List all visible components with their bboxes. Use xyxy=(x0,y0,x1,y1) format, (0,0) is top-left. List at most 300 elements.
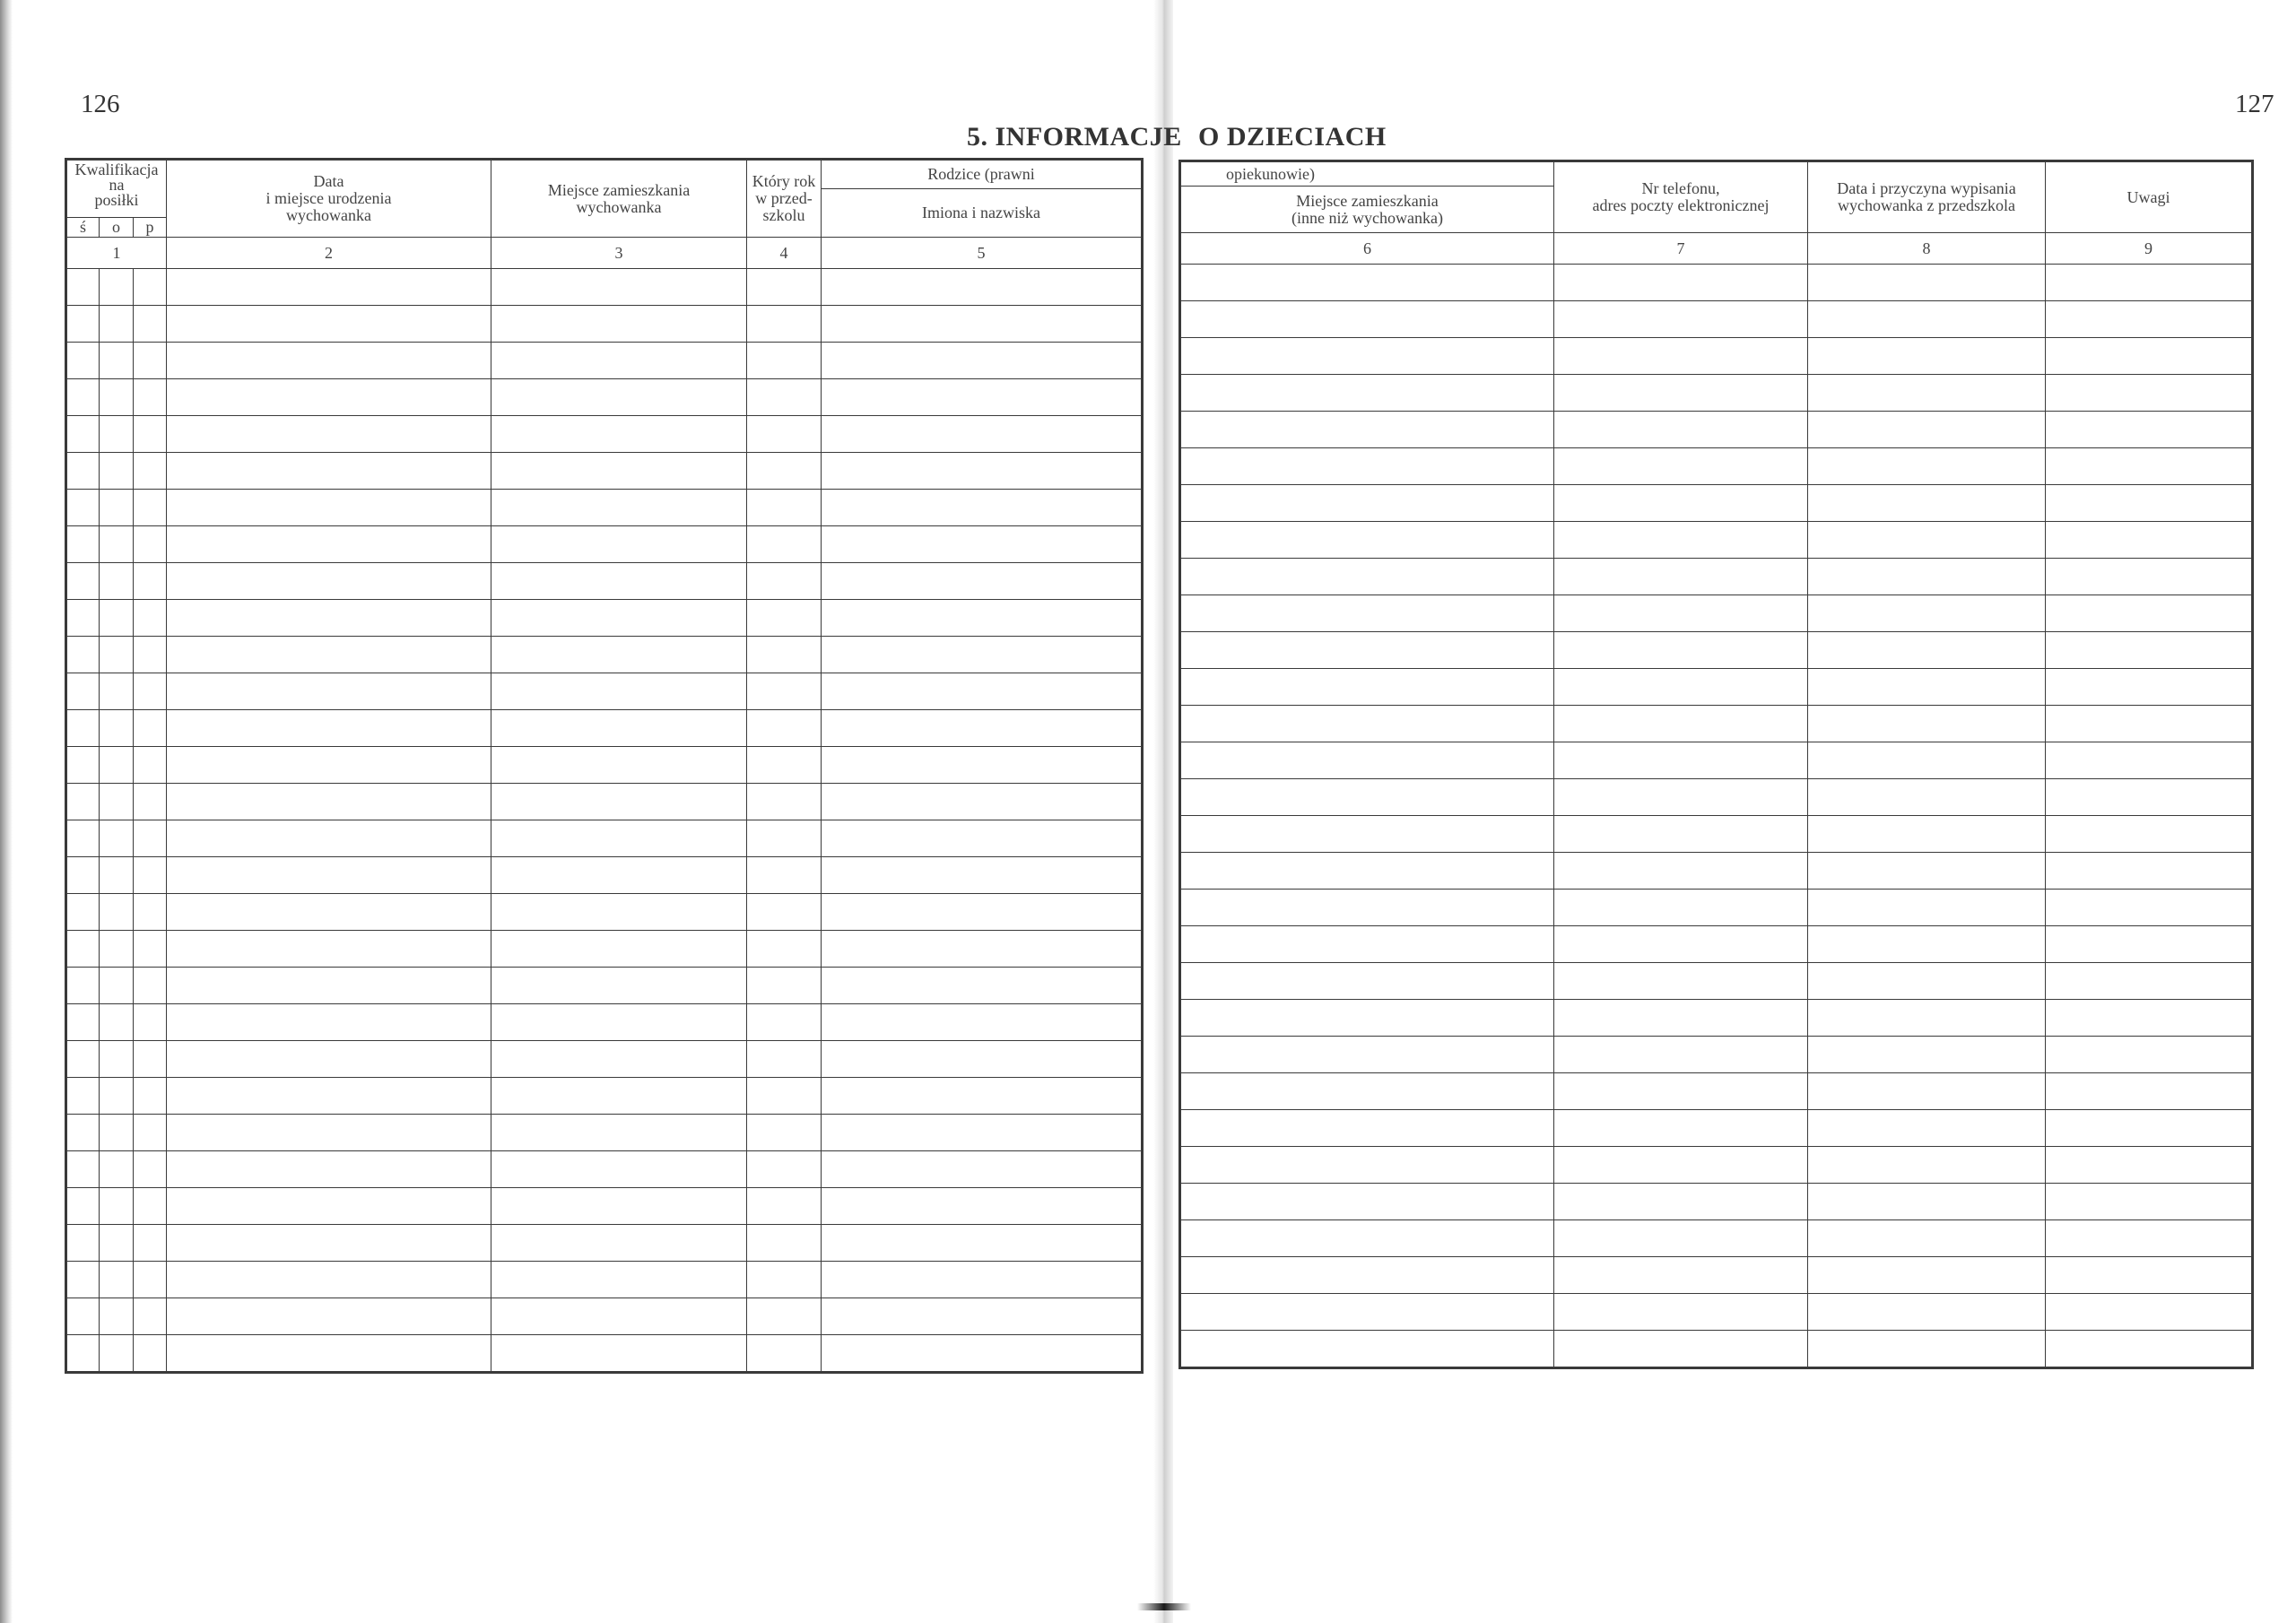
table-cell[interactable] xyxy=(1180,1147,1554,1184)
table-cell[interactable] xyxy=(66,637,100,673)
table-cell[interactable] xyxy=(1180,485,1554,522)
table-cell[interactable] xyxy=(747,1078,822,1115)
table-cell[interactable] xyxy=(100,1115,134,1151)
table-cell[interactable] xyxy=(491,490,747,526)
table-cell[interactable] xyxy=(491,968,747,1004)
table-cell[interactable] xyxy=(747,1188,822,1225)
table-cell[interactable] xyxy=(66,269,100,306)
table-cell[interactable] xyxy=(134,379,167,416)
table-cell[interactable] xyxy=(1180,595,1554,632)
table-cell[interactable] xyxy=(66,306,100,343)
table-cell[interactable] xyxy=(1554,1331,1808,1368)
table-cell[interactable] xyxy=(747,931,822,968)
table-cell[interactable] xyxy=(747,453,822,490)
table-cell[interactable] xyxy=(822,1335,1143,1373)
table-cell[interactable] xyxy=(1808,448,2046,485)
table-cell[interactable] xyxy=(747,269,822,306)
table-cell[interactable] xyxy=(822,673,1143,710)
table-cell[interactable] xyxy=(1554,706,1808,742)
table-cell[interactable] xyxy=(1808,1184,2046,1220)
table-cell[interactable] xyxy=(1808,1220,2046,1257)
table-cell[interactable] xyxy=(1554,522,1808,559)
table-cell[interactable] xyxy=(2046,1037,2253,1073)
table-cell[interactable] xyxy=(66,1262,100,1298)
table-cell[interactable] xyxy=(747,820,822,857)
table-cell[interactable] xyxy=(1180,963,1554,1000)
table-cell[interactable] xyxy=(822,453,1143,490)
table-cell[interactable] xyxy=(2046,265,2253,301)
table-cell[interactable] xyxy=(1554,338,1808,375)
table-cell[interactable] xyxy=(491,563,747,600)
table-cell[interactable] xyxy=(2046,963,2253,1000)
table-cell[interactable] xyxy=(1808,963,2046,1000)
table-cell[interactable] xyxy=(66,784,100,820)
table-cell[interactable] xyxy=(1554,301,1808,338)
table-cell[interactable] xyxy=(167,563,491,600)
table-cell[interactable] xyxy=(2046,1184,2253,1220)
table-cell[interactable] xyxy=(822,931,1143,968)
table-cell[interactable] xyxy=(747,673,822,710)
table-cell[interactable] xyxy=(100,894,134,931)
table-cell[interactable] xyxy=(100,784,134,820)
table-cell[interactable] xyxy=(1180,1331,1554,1368)
table-cell[interactable] xyxy=(1554,559,1808,595)
table-cell[interactable] xyxy=(134,931,167,968)
table-cell[interactable] xyxy=(134,453,167,490)
table-cell[interactable] xyxy=(66,747,100,784)
table-cell[interactable] xyxy=(100,1298,134,1335)
table-cell[interactable] xyxy=(1808,742,2046,779)
table-cell[interactable] xyxy=(2046,448,2253,485)
table-cell[interactable] xyxy=(167,306,491,343)
table-cell[interactable] xyxy=(100,526,134,563)
table-cell[interactable] xyxy=(1808,559,2046,595)
table-cell[interactable] xyxy=(66,1335,100,1373)
table-cell[interactable] xyxy=(134,637,167,673)
table-cell[interactable] xyxy=(822,1188,1143,1225)
table-cell[interactable] xyxy=(2046,338,2253,375)
table-cell[interactable] xyxy=(2046,890,2253,926)
table-cell[interactable] xyxy=(1808,1294,2046,1331)
table-cell[interactable] xyxy=(1180,1000,1554,1037)
table-cell[interactable] xyxy=(822,306,1143,343)
table-cell[interactable] xyxy=(1554,448,1808,485)
table-cell[interactable] xyxy=(66,1151,100,1188)
table-cell[interactable] xyxy=(66,1115,100,1151)
table-cell[interactable] xyxy=(1554,485,1808,522)
table-cell[interactable] xyxy=(491,600,747,637)
table-cell[interactable] xyxy=(1808,706,2046,742)
table-cell[interactable] xyxy=(2046,742,2253,779)
table-cell[interactable] xyxy=(134,416,167,453)
table-cell[interactable] xyxy=(491,1225,747,1262)
table-cell[interactable] xyxy=(1554,375,1808,412)
table-cell[interactable] xyxy=(167,673,491,710)
table-cell[interactable] xyxy=(1554,669,1808,706)
table-cell[interactable] xyxy=(100,673,134,710)
table-cell[interactable] xyxy=(2046,779,2253,816)
table-cell[interactable] xyxy=(491,820,747,857)
table-cell[interactable] xyxy=(747,968,822,1004)
table-cell[interactable] xyxy=(491,1298,747,1335)
table-cell[interactable] xyxy=(1554,816,1808,853)
table-cell[interactable] xyxy=(822,784,1143,820)
table-cell[interactable] xyxy=(491,1004,747,1041)
table-cell[interactable] xyxy=(1180,1184,1554,1220)
table-cell[interactable] xyxy=(2046,412,2253,448)
table-cell[interactable] xyxy=(1808,338,2046,375)
table-cell[interactable] xyxy=(66,894,100,931)
table-cell[interactable] xyxy=(1554,1037,1808,1073)
table-cell[interactable] xyxy=(822,1004,1143,1041)
table-cell[interactable] xyxy=(66,343,100,379)
table-cell[interactable] xyxy=(1180,669,1554,706)
table-cell[interactable] xyxy=(822,526,1143,563)
table-cell[interactable] xyxy=(822,710,1143,747)
table-cell[interactable] xyxy=(491,931,747,968)
table-cell[interactable] xyxy=(167,894,491,931)
table-cell[interactable] xyxy=(747,1335,822,1373)
table-cell[interactable] xyxy=(1180,742,1554,779)
table-cell[interactable] xyxy=(134,526,167,563)
table-cell[interactable] xyxy=(66,968,100,1004)
table-cell[interactable] xyxy=(822,416,1143,453)
table-cell[interactable] xyxy=(167,747,491,784)
table-cell[interactable] xyxy=(66,1004,100,1041)
table-cell[interactable] xyxy=(1554,265,1808,301)
table-cell[interactable] xyxy=(491,1335,747,1373)
table-cell[interactable] xyxy=(100,1078,134,1115)
table-cell[interactable] xyxy=(134,1188,167,1225)
table-cell[interactable] xyxy=(2046,1220,2253,1257)
table-cell[interactable] xyxy=(134,343,167,379)
table-cell[interactable] xyxy=(1180,448,1554,485)
table-cell[interactable] xyxy=(66,1298,100,1335)
table-cell[interactable] xyxy=(167,416,491,453)
table-cell[interactable] xyxy=(1180,301,1554,338)
table-cell[interactable] xyxy=(167,820,491,857)
table-cell[interactable] xyxy=(100,1262,134,1298)
table-cell[interactable] xyxy=(100,1041,134,1078)
table-cell[interactable] xyxy=(491,1151,747,1188)
table-cell[interactable] xyxy=(1554,963,1808,1000)
table-cell[interactable] xyxy=(134,968,167,1004)
table-cell[interactable] xyxy=(134,490,167,526)
table-cell[interactable] xyxy=(66,820,100,857)
table-cell[interactable] xyxy=(1808,669,2046,706)
table-cell[interactable] xyxy=(100,968,134,1004)
table-cell[interactable] xyxy=(1180,1037,1554,1073)
table-cell[interactable] xyxy=(747,563,822,600)
table-cell[interactable] xyxy=(822,1115,1143,1151)
table-cell[interactable] xyxy=(2046,485,2253,522)
table-cell[interactable] xyxy=(747,1041,822,1078)
table-cell[interactable] xyxy=(822,637,1143,673)
table-cell[interactable] xyxy=(66,453,100,490)
table-cell[interactable] xyxy=(167,637,491,673)
table-cell[interactable] xyxy=(167,269,491,306)
table-cell[interactable] xyxy=(66,563,100,600)
table-cell[interactable] xyxy=(2046,632,2253,669)
table-cell[interactable] xyxy=(1180,338,1554,375)
table-cell[interactable] xyxy=(167,1188,491,1225)
table-cell[interactable] xyxy=(822,1262,1143,1298)
table-cell[interactable] xyxy=(822,820,1143,857)
table-cell[interactable] xyxy=(100,453,134,490)
table-cell[interactable] xyxy=(822,1225,1143,1262)
table-cell[interactable] xyxy=(491,710,747,747)
table-cell[interactable] xyxy=(2046,595,2253,632)
table-cell[interactable] xyxy=(2046,1331,2253,1368)
table-cell[interactable] xyxy=(822,1078,1143,1115)
table-cell[interactable] xyxy=(1554,632,1808,669)
table-cell[interactable] xyxy=(134,1078,167,1115)
table-cell[interactable] xyxy=(100,747,134,784)
table-cell[interactable] xyxy=(491,894,747,931)
table-cell[interactable] xyxy=(1180,265,1554,301)
table-cell[interactable] xyxy=(2046,1000,2253,1037)
table-cell[interactable] xyxy=(747,894,822,931)
table-cell[interactable] xyxy=(1808,412,2046,448)
table-cell[interactable] xyxy=(134,747,167,784)
table-cell[interactable] xyxy=(1808,375,2046,412)
table-cell[interactable] xyxy=(822,343,1143,379)
table-cell[interactable] xyxy=(2046,706,2253,742)
table-cell[interactable] xyxy=(822,747,1143,784)
table-cell[interactable] xyxy=(822,857,1143,894)
table-cell[interactable] xyxy=(167,1298,491,1335)
table-cell[interactable] xyxy=(747,343,822,379)
table-cell[interactable] xyxy=(2046,816,2253,853)
table-cell[interactable] xyxy=(1808,1331,2046,1368)
table-cell[interactable] xyxy=(66,379,100,416)
table-cell[interactable] xyxy=(100,1335,134,1373)
table-cell[interactable] xyxy=(167,1225,491,1262)
table-cell[interactable] xyxy=(134,1115,167,1151)
table-cell[interactable] xyxy=(1180,853,1554,890)
table-cell[interactable] xyxy=(491,857,747,894)
table-cell[interactable] xyxy=(2046,1147,2253,1184)
table-cell[interactable] xyxy=(747,1151,822,1188)
table-cell[interactable] xyxy=(491,673,747,710)
table-cell[interactable] xyxy=(134,710,167,747)
table-cell[interactable] xyxy=(747,306,822,343)
table-cell[interactable] xyxy=(1554,1147,1808,1184)
table-cell[interactable] xyxy=(2046,1110,2253,1147)
table-cell[interactable] xyxy=(491,637,747,673)
table-cell[interactable] xyxy=(100,379,134,416)
table-cell[interactable] xyxy=(747,857,822,894)
table-cell[interactable] xyxy=(66,673,100,710)
table-cell[interactable] xyxy=(491,1188,747,1225)
table-cell[interactable] xyxy=(491,747,747,784)
table-cell[interactable] xyxy=(100,1151,134,1188)
table-cell[interactable] xyxy=(134,894,167,931)
table-cell[interactable] xyxy=(1808,595,2046,632)
table-cell[interactable] xyxy=(1180,1110,1554,1147)
table-cell[interactable] xyxy=(1180,1220,1554,1257)
table-cell[interactable] xyxy=(167,1151,491,1188)
table-cell[interactable] xyxy=(491,1262,747,1298)
table-cell[interactable] xyxy=(100,857,134,894)
table-cell[interactable] xyxy=(1180,375,1554,412)
table-cell[interactable] xyxy=(1808,816,2046,853)
table-cell[interactable] xyxy=(134,1335,167,1373)
table-cell[interactable] xyxy=(1554,890,1808,926)
table-cell[interactable] xyxy=(134,1225,167,1262)
table-cell[interactable] xyxy=(1554,853,1808,890)
table-cell[interactable] xyxy=(1180,779,1554,816)
table-cell[interactable] xyxy=(1180,706,1554,742)
table-cell[interactable] xyxy=(167,490,491,526)
table-cell[interactable] xyxy=(1808,1000,2046,1037)
table-cell[interactable] xyxy=(822,269,1143,306)
table-cell[interactable] xyxy=(167,1078,491,1115)
table-cell[interactable] xyxy=(167,931,491,968)
table-cell[interactable] xyxy=(822,600,1143,637)
table-cell[interactable] xyxy=(66,416,100,453)
table-cell[interactable] xyxy=(66,526,100,563)
table-cell[interactable] xyxy=(1554,779,1808,816)
table-cell[interactable] xyxy=(1808,890,2046,926)
table-cell[interactable] xyxy=(100,416,134,453)
table-cell[interactable] xyxy=(1808,1110,2046,1147)
table-cell[interactable] xyxy=(822,1151,1143,1188)
table-cell[interactable] xyxy=(134,784,167,820)
table-cell[interactable] xyxy=(1808,853,2046,890)
table-cell[interactable] xyxy=(1808,301,2046,338)
table-cell[interactable] xyxy=(134,1151,167,1188)
table-cell[interactable] xyxy=(747,1262,822,1298)
table-cell[interactable] xyxy=(2046,669,2253,706)
table-cell[interactable] xyxy=(747,784,822,820)
table-cell[interactable] xyxy=(2046,853,2253,890)
table-cell[interactable] xyxy=(1554,1294,1808,1331)
table-cell[interactable] xyxy=(167,784,491,820)
table-cell[interactable] xyxy=(747,416,822,453)
table-cell[interactable] xyxy=(747,1298,822,1335)
table-cell[interactable] xyxy=(822,490,1143,526)
table-cell[interactable] xyxy=(1180,522,1554,559)
table-cell[interactable] xyxy=(134,306,167,343)
table-cell[interactable] xyxy=(1554,595,1808,632)
table-cell[interactable] xyxy=(1554,1073,1808,1110)
table-cell[interactable] xyxy=(822,1041,1143,1078)
table-cell[interactable] xyxy=(167,710,491,747)
table-cell[interactable] xyxy=(1808,779,2046,816)
table-cell[interactable] xyxy=(100,1225,134,1262)
table-cell[interactable] xyxy=(1180,890,1554,926)
table-cell[interactable] xyxy=(822,894,1143,931)
table-cell[interactable] xyxy=(66,1188,100,1225)
table-cell[interactable] xyxy=(167,1335,491,1373)
table-cell[interactable] xyxy=(1808,265,2046,301)
table-cell[interactable] xyxy=(66,600,100,637)
table-cell[interactable] xyxy=(1180,1294,1554,1331)
table-cell[interactable] xyxy=(1808,926,2046,963)
table-cell[interactable] xyxy=(167,379,491,416)
table-cell[interactable] xyxy=(167,1262,491,1298)
table-cell[interactable] xyxy=(747,1004,822,1041)
table-cell[interactable] xyxy=(822,968,1143,1004)
table-cell[interactable] xyxy=(100,637,134,673)
table-cell[interactable] xyxy=(1808,632,2046,669)
table-cell[interactable] xyxy=(100,931,134,968)
table-cell[interactable] xyxy=(66,1078,100,1115)
table-cell[interactable] xyxy=(1554,1110,1808,1147)
table-cell[interactable] xyxy=(491,416,747,453)
table-cell[interactable] xyxy=(747,710,822,747)
table-cell[interactable] xyxy=(1180,1257,1554,1294)
table-cell[interactable] xyxy=(134,820,167,857)
table-cell[interactable] xyxy=(1808,1257,2046,1294)
table-cell[interactable] xyxy=(2046,1073,2253,1110)
table-cell[interactable] xyxy=(66,1041,100,1078)
table-cell[interactable] xyxy=(2046,301,2253,338)
table-cell[interactable] xyxy=(1554,926,1808,963)
table-cell[interactable] xyxy=(2046,1257,2253,1294)
table-cell[interactable] xyxy=(167,968,491,1004)
table-cell[interactable] xyxy=(1180,412,1554,448)
table-cell[interactable] xyxy=(100,820,134,857)
table-cell[interactable] xyxy=(491,453,747,490)
table-cell[interactable] xyxy=(66,1225,100,1262)
table-cell[interactable] xyxy=(167,526,491,563)
table-cell[interactable] xyxy=(100,306,134,343)
table-cell[interactable] xyxy=(1180,559,1554,595)
table-cell[interactable] xyxy=(1554,412,1808,448)
table-cell[interactable] xyxy=(2046,926,2253,963)
table-cell[interactable] xyxy=(1808,1073,2046,1110)
table-cell[interactable] xyxy=(1554,1000,1808,1037)
table-cell[interactable] xyxy=(167,453,491,490)
table-cell[interactable] xyxy=(822,379,1143,416)
table-cell[interactable] xyxy=(1180,816,1554,853)
table-cell[interactable] xyxy=(134,600,167,637)
table-cell[interactable] xyxy=(491,526,747,563)
table-cell[interactable] xyxy=(491,306,747,343)
table-cell[interactable] xyxy=(134,673,167,710)
table-cell[interactable] xyxy=(1808,1037,2046,1073)
table-cell[interactable] xyxy=(134,1004,167,1041)
table-cell[interactable] xyxy=(2046,375,2253,412)
table-cell[interactable] xyxy=(1180,1073,1554,1110)
table-cell[interactable] xyxy=(100,490,134,526)
table-cell[interactable] xyxy=(491,379,747,416)
table-cell[interactable] xyxy=(491,1078,747,1115)
table-cell[interactable] xyxy=(100,600,134,637)
table-cell[interactable] xyxy=(1808,485,2046,522)
table-cell[interactable] xyxy=(747,526,822,563)
table-cell[interactable] xyxy=(822,563,1143,600)
table-cell[interactable] xyxy=(747,1225,822,1262)
table-cell[interactable] xyxy=(1180,632,1554,669)
table-cell[interactable] xyxy=(491,343,747,379)
table-cell[interactable] xyxy=(167,343,491,379)
table-cell[interactable] xyxy=(491,784,747,820)
table-cell[interactable] xyxy=(491,1115,747,1151)
table-cell[interactable] xyxy=(1554,742,1808,779)
table-cell[interactable] xyxy=(66,710,100,747)
table-cell[interactable] xyxy=(100,269,134,306)
table-cell[interactable] xyxy=(747,600,822,637)
table-cell[interactable] xyxy=(66,490,100,526)
table-cell[interactable] xyxy=(100,563,134,600)
table-cell[interactable] xyxy=(1554,1257,1808,1294)
table-cell[interactable] xyxy=(66,931,100,968)
table-cell[interactable] xyxy=(134,1298,167,1335)
table-cell[interactable] xyxy=(747,637,822,673)
